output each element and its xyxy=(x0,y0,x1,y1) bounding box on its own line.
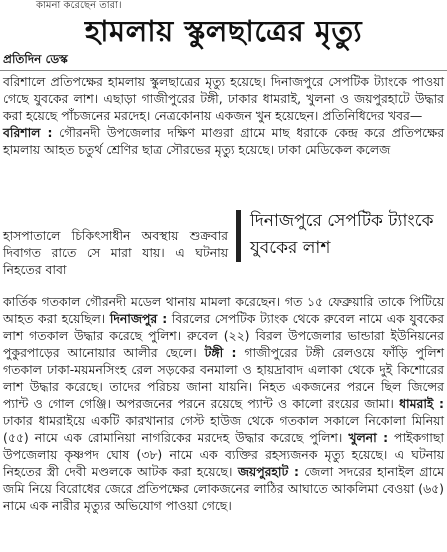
article-column-left xyxy=(3,227,228,278)
barisal-dateline: বরিশাল : xyxy=(3,125,53,140)
dinajpur-text: বিরলের সেপটিক ট্যাংক থেকে রুবেল নামে এক যুবকের লাশ গতকাল উদ্ধার করেছে পুলিশ। রুবেল (২২) বিরল উপজেলার ভান্ডারা ইউনিয়নের পুকুরপাড়ের আনোয়ার আলীর ছেলে। xyxy=(3,311,444,360)
dinajpur-dateline: দিনাজপুর : xyxy=(109,311,168,326)
pull-quote xyxy=(236,206,444,266)
tongi-dateline: টঙ্গী : xyxy=(204,345,237,360)
intro-text: বরিশালে প্রতিপক্ষের হামলায় স্কুলছাত্রের মৃত্যু হয়েছে। দিনাজপুরে সেপটিক ট্যাংকে পাওয়া গেছে যুবকের লাশ। এছাড়া গাজীপুরের টঙ্গী, ঢাকার ধামরাই, খুলনা ও জয়পুরহাটে উদ্ধার করা হয়েছে পাঁচজনের মরদেহ। নেত্রকোনায় একজন খুন হয়েছেন। প্রতিনিধিদের খবর— xyxy=(3,74,444,123)
khulna-dateline: খুলনা : xyxy=(348,430,389,445)
joypurhat-text: জেলা সদরের হানাইল গ্রামে জমি নিয়ে বিরোধের জেরে প্রতিপক্ষের লোকজনের লাঠির আঘাতে আকলিমা বেওয়া (৬৫) নামে এক নারীর মৃত্যুর অভিযোগ পাওয়া গেছে। xyxy=(3,464,444,513)
barisal-text: গৌরনদী উপজেলার দক্ষিণ মাগুরা গ্রামে মাছ ধরাকে কেন্দ্র করে প্রতিপক্ষের হামলায় আহত চতুর্থ শ্রেণির ছাত্র সৌরভের মৃত্যু হয়েছে। ঢাকা মেডিকেল কলেজ xyxy=(3,125,445,157)
previous-article-tail: কামনা করেছেন তারা। xyxy=(36,0,122,11)
byline-divider xyxy=(0,70,447,71)
pull-quote-bar xyxy=(236,210,241,262)
byline: প্রতিদিন ডেস্ক xyxy=(3,52,68,66)
tongi-text: গাজীপুরের টঙ্গী রেলওয়ে ফাঁড়ি পুলিশ গতকাল ঢাকা-ময়মনসিংহ রেল সড়কের বনমালা ও হায়দ্রাবাদ এলাকা থেকে দুই কিশোরের লাশ উদ্ধার করেছে। তাদের পরিচয় জানা যায়নি। নিহত একজনের পরনে ছিল জিন্সের প্যান্ট ও গোল গেঞ্জি। অপরজনের পরনে রয়েছে প্যান্ট ও কালো রংয়ের জামা। xyxy=(3,345,444,411)
intro-paragraph xyxy=(3,73,444,158)
article-body-top xyxy=(3,73,444,158)
article-headline: হামলায় স্কুলছাত্রের মৃত্যু xyxy=(84,14,363,48)
body-paragraph xyxy=(3,293,444,514)
dhamrai-text: ঢাকার ধামরাইয়ে একটি কারখানার গেস্ট হাউজ থেকে গতকাল সকালে নিকোলা মিনিয়া (৫৫) নামে এক রোমানিয়া নাগরিকের মরদেহ উদ্ধার করেছে পুলিশ। xyxy=(3,413,444,445)
pull-quote-text: দিনাজপুরে সেপটিক ট্যাংকে যুবকের লাশ xyxy=(250,211,434,258)
dhamrai-dateline: ধামরাই : xyxy=(399,396,444,411)
article-body-bottom xyxy=(3,293,444,514)
khulna-text: পাইকগাছা উপজেলায় কৃষ্ণপদ ঘোষ (৩৮) নামে এক ব্যক্তির রহস্যজনক মৃত্যু হয়েছে। এ ঘটনায় নিহতের স্ত্রী দেবী মণ্ডলকে আটক করা হয়েছে। xyxy=(3,430,444,479)
joypurhat-dateline: জয়পুরহাট : xyxy=(237,464,299,479)
continuation-text: কার্তিক গতকাল গৌরনদী মডেল থানায় মামলা করেছেন। গত ১৫ ফেব্রুয়ারি তাকে পিটিয়ে আহত করা হয়েছিল। xyxy=(3,294,444,326)
column-paragraph: হাসপাতালে চিকিৎসাধীন অবস্থায় শুক্রবার দিবাগত রাতে সে মারা যায়। এ ঘটনায় নিহতের বাবা xyxy=(3,228,228,277)
